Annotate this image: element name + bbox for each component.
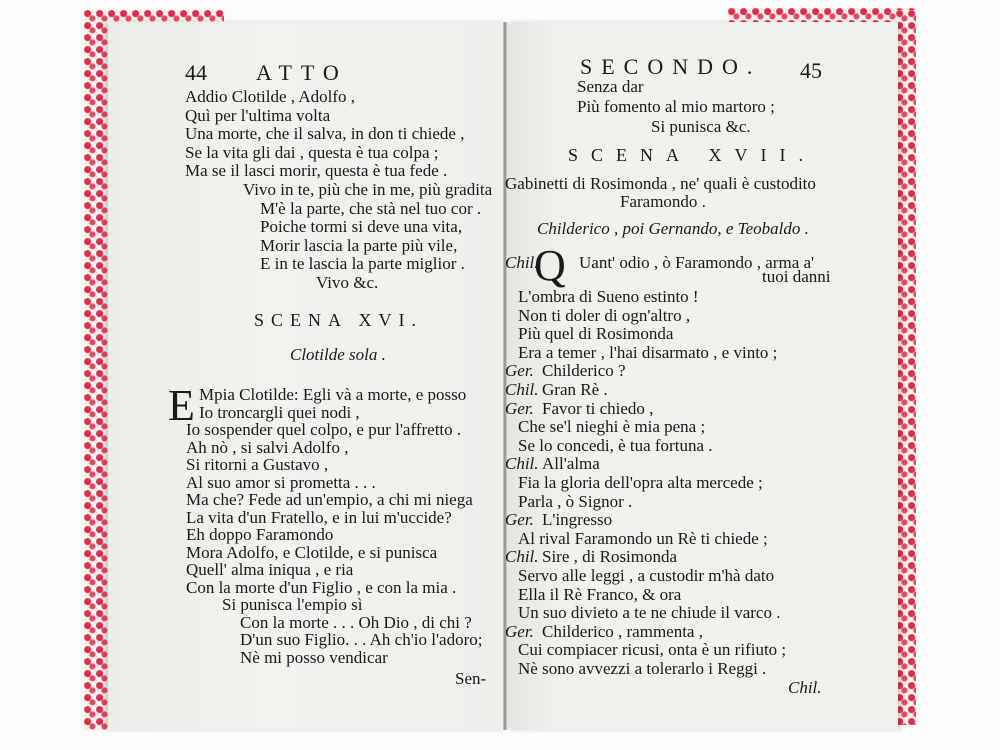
verse-line: Si ritorni a Gustavo , bbox=[186, 455, 329, 474]
verse-line: Quì per l'ultima volta bbox=[185, 106, 331, 125]
endpaper-right bbox=[896, 10, 916, 725]
verse-line: Morir lascia la parte più vile, bbox=[260, 236, 458, 255]
verse-line: Se la vita gli dai , questa è tua colpa ; bbox=[185, 143, 439, 162]
verse-line: Più fomento al mio martoro ; bbox=[577, 97, 775, 116]
verse-line: L'ingresso bbox=[542, 510, 613, 530]
speaker-label: Ger. bbox=[505, 510, 534, 530]
drop-cap: Q bbox=[534, 241, 566, 290]
speaker-label: Ger. bbox=[505, 361, 534, 381]
verse-line: L'ombra di Sueno estinto ! bbox=[518, 287, 699, 306]
verse-line: Parla , ò Signor . bbox=[518, 491, 633, 511]
verse-line: M'è la parte, che stà nel tuo cor . bbox=[260, 199, 482, 218]
page-number: 44 bbox=[185, 60, 207, 85]
verse-line: Mora Adolfo, e Clotilde, e si punisca bbox=[186, 543, 438, 562]
verse-line: Un suo divieto a te ne chiude il varco . bbox=[518, 603, 781, 623]
verse-line: Uant' odio , ò Faramondo , arma a' bbox=[579, 253, 815, 272]
verse-line: Nè mi posso vendicar bbox=[240, 648, 388, 667]
verse-line: Quell' alma iniqua , e ria bbox=[186, 560, 354, 579]
verse-line: Vivo &c. bbox=[316, 273, 379, 292]
scene-title: SCENA XVII. bbox=[568, 145, 817, 165]
verse-line: Ella il Rè Franco, & ora bbox=[518, 584, 682, 604]
scene-setting: Gabinetti di Rosimonda , ne' quali è custodito bbox=[505, 174, 816, 193]
verse-line: Io sospender quel colpo, e pur l'affretto . bbox=[186, 420, 462, 439]
verse-line: Ah nò , si salvi Adolfo , bbox=[186, 438, 349, 457]
verse-line: Vivo in te, più che in me, più gradita bbox=[243, 180, 493, 199]
catchword: Sen- bbox=[455, 669, 487, 688]
verse-line: tuoi danni bbox=[762, 267, 831, 286]
verse-line: Era a temer , l'hai disarmato , e vinto ; bbox=[518, 342, 778, 362]
verse-line: Childerico , rammenta , bbox=[542, 621, 703, 641]
drop-cap: E bbox=[168, 381, 195, 430]
verse-line: Servo alle leggi , a custodir m'hà dato bbox=[518, 566, 775, 585]
running-head: SECONDO. bbox=[580, 54, 762, 79]
scene-cast: Clotilde sola . bbox=[290, 345, 386, 364]
speaker-label: Ger. bbox=[505, 398, 534, 418]
verse-line: Si punisca &c. bbox=[651, 117, 751, 136]
verse-line: Gran Rè . bbox=[542, 380, 608, 399]
verse-line: Ma che? Fede ad un'empio, a chi mi niega bbox=[186, 490, 473, 509]
speaker-label: Chil. bbox=[505, 380, 539, 399]
speaker-label: Chil. bbox=[505, 454, 539, 474]
verse-line: La vita d'un Fratello, e in lui m'uccide? bbox=[186, 508, 452, 527]
verse-line: Una morte, che il salva, in don ti chiede , bbox=[185, 124, 465, 143]
catchword: Chil. bbox=[788, 678, 822, 697]
verse-line: D'un suo Figlio. . . Ah ch'io l'adoro; bbox=[240, 630, 483, 649]
verse-line: Ma se il lasci morir, questa è tua fede . bbox=[185, 161, 448, 180]
verse-line: Io troncargli quei nodi , bbox=[199, 403, 360, 422]
verse-line: Eh doppo Faramondo bbox=[186, 525, 334, 544]
verse-line: Senza dar bbox=[577, 77, 644, 96]
verse-line: Si punisca l'empio sì bbox=[222, 595, 363, 614]
verse-line: Mpia Clotilde: Egli và a morte, e posso bbox=[199, 385, 467, 404]
verse-line: Sire , di Rosimonda bbox=[542, 547, 678, 567]
verse-line: E in te lascia la parte miglior . bbox=[260, 254, 465, 273]
speaker-label: Chil. bbox=[505, 547, 539, 567]
verse-line: Al suo amor si prometta . . . bbox=[186, 473, 376, 492]
scene-setting: Faramondo . bbox=[620, 192, 706, 211]
verse-line: Addio Clotilde , Adolfo , bbox=[185, 87, 355, 106]
verse-line: Più quel di Rosimonda bbox=[518, 324, 674, 344]
verse-line: Poiche tormi si deve una vita, bbox=[260, 217, 463, 236]
scene-title: SCENA XVI. bbox=[254, 310, 424, 330]
verse-line: All'alma bbox=[542, 454, 600, 474]
verse-line: Non ti doler di ogn'altro , bbox=[518, 305, 691, 325]
verse-line: Fia la gloria dell'opra alta mercede ; bbox=[518, 473, 763, 492]
running-head: ATTO bbox=[256, 60, 348, 85]
speaker-label: Chil. bbox=[505, 253, 539, 272]
verse-line: Con la morte d'un Figlio , e con la mia . bbox=[186, 578, 457, 597]
verse-line: Con la morte . . . Oh Dio , di chi ? bbox=[240, 613, 472, 632]
endpaper-left bbox=[84, 10, 110, 730]
verse-line: Childerico ? bbox=[542, 361, 626, 381]
scene-cast: Childerico , poi Gernando, e Teobaldo . bbox=[537, 219, 809, 238]
verse-line: Al rival Faramondo un Rè ti chiede ; bbox=[518, 528, 768, 548]
page-number: 45 bbox=[800, 58, 822, 83]
verse-line: Cui compiacer ricusi, onta è un rifiuto ; bbox=[518, 640, 787, 660]
verse-line: Nè sono avvezzi a tolerarlo i Reggi . bbox=[518, 659, 767, 678]
verse-line: Favor ti chiedo , bbox=[542, 398, 654, 418]
verse-line: Se lo concedi, è tua fortuna . bbox=[518, 435, 713, 455]
speaker-label: Ger. bbox=[505, 621, 534, 641]
verse-line: Che se'l nieghi è mia pena ; bbox=[518, 417, 706, 437]
